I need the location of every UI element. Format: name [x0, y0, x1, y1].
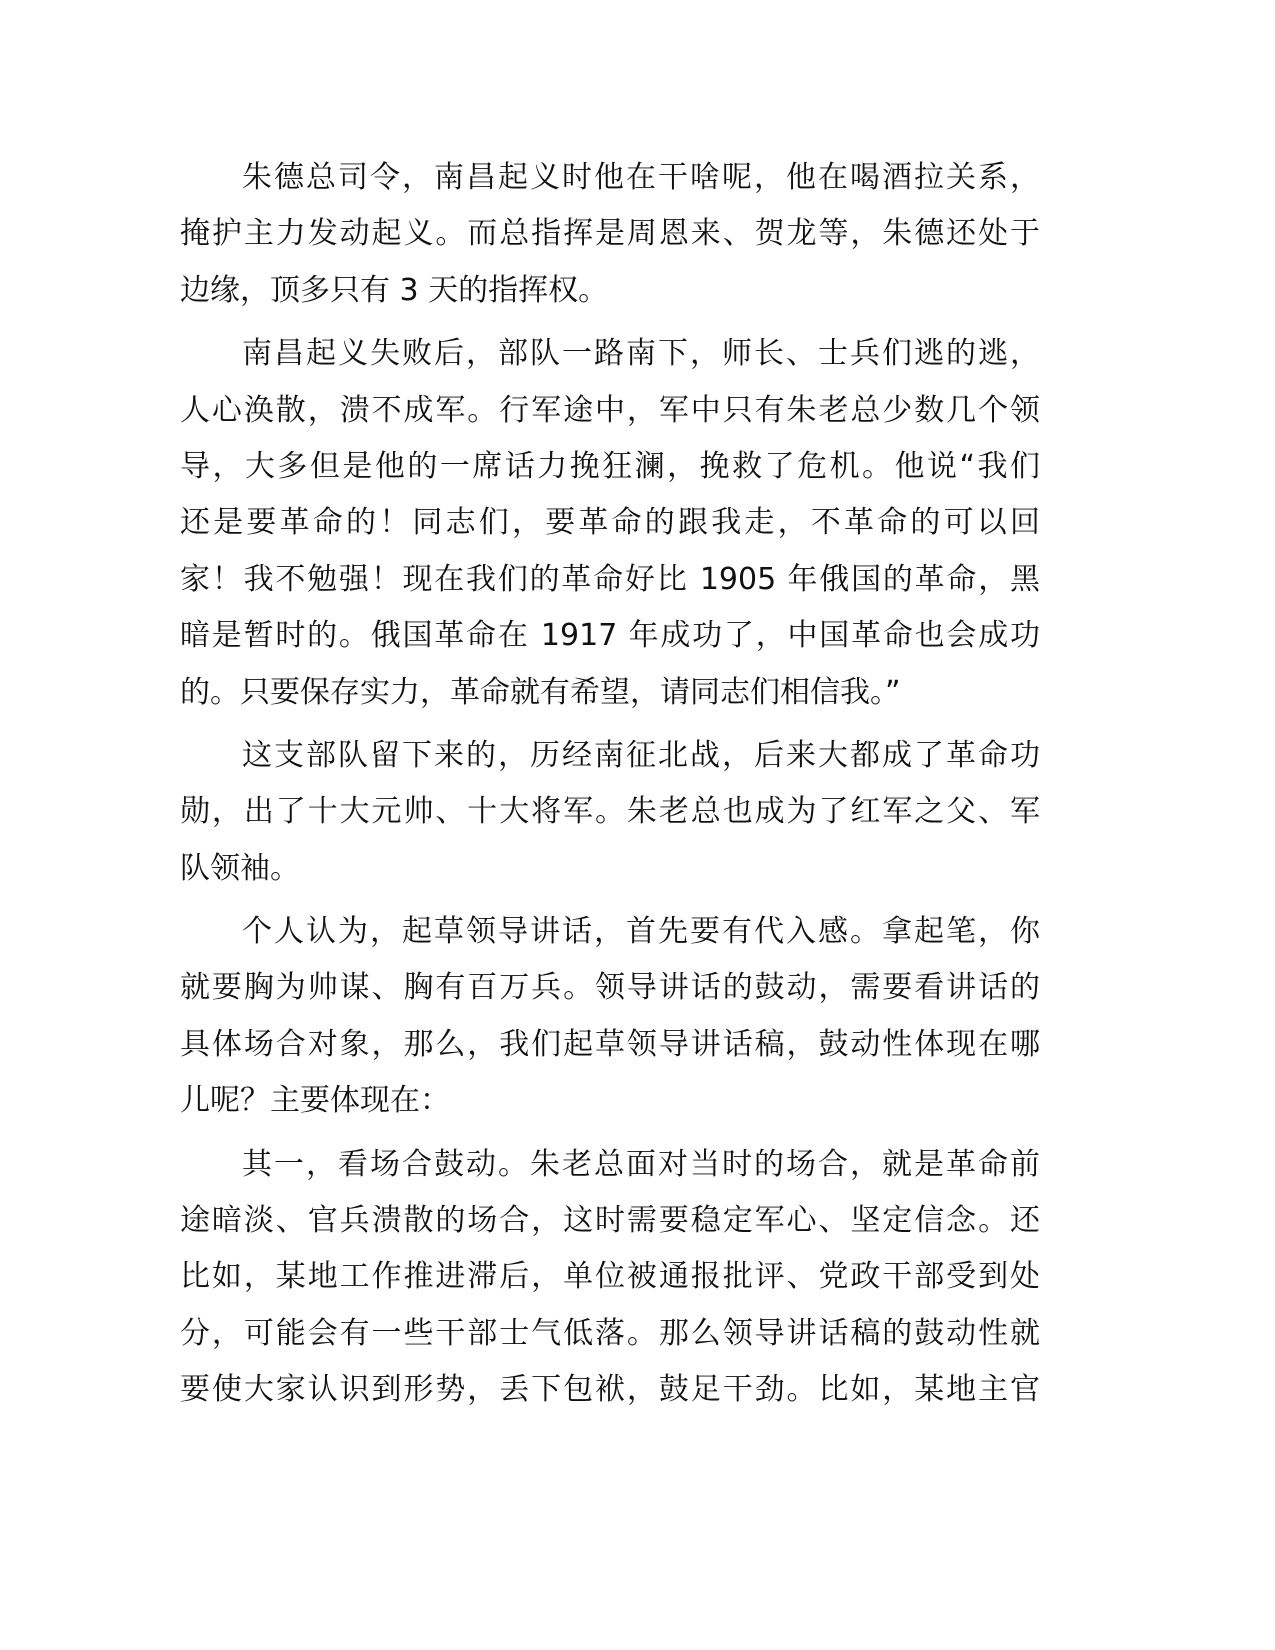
paragraph-3: [180, 728, 1040, 897]
text-line: 途暗淡、官兵溃散的场合，这时需要稳定军心、坚定信念。还: [180, 1203, 1040, 1239]
text-line: 人心涣散，溃不成军。行军途中，军中只有朱老总少数几个领: [180, 392, 1040, 428]
paragraph-2: [180, 326, 1040, 721]
text-line: 其一，看场合鼓动。朱老总面对当时的场合，就是革命前: [242, 1146, 1040, 1182]
paragraph-5: [180, 1137, 1040, 1419]
text-line: 家！我不勉强！现在我们的革命好比 1905 年俄国的革命，黑: [180, 561, 1040, 597]
text-line: 的。只要保存实力，革命就有希望，请同志们相信我。”: [180, 674, 901, 710]
text-line: 南昌起义失败后，部队一路南下，师长、士兵们逃的逃，: [242, 336, 1040, 372]
text-line: 暗是暂时的。俄国革命在 1917 年成功了，中国革命也会成功: [180, 618, 1040, 654]
text-line: 导，大多但是他的一席话力挽狂澜，挽救了危机。他说“我们: [180, 448, 1040, 484]
text-line: 就要胸为帅谋、胸有百万兵。领导讲话的鼓动，需要看讲话的: [180, 970, 1040, 1006]
text-line: 勋，出了十大元帅、十大将军。朱老总也成为了红军之父、军: [180, 794, 1040, 830]
text-line: 要使大家认识到形势，丢下包袱，鼓足干劲。比如，某地主官: [180, 1372, 1040, 1408]
text-line: 儿呢？主要体现在：: [180, 1083, 450, 1119]
text-line: 分，可能会有一些干部士气低落。那么领导讲话稿的鼓动性就: [180, 1315, 1040, 1351]
text-line: 具体场合对象，那么，我们起草领导讲话稿，鼓动性体现在哪: [180, 1026, 1040, 1062]
text-line: 朱德总司令，南昌起义时他在干啥呢，他在喝酒拉关系，: [242, 160, 1040, 195]
text-line: 还是要革命的！同志们，要革命的跟我走，不革命的可以回: [180, 505, 1040, 541]
document-body: [180, 150, 1040, 1426]
text-line: 个人认为，起草领导讲话，首先要有代入感。拿起笔，你: [242, 914, 1040, 950]
paragraph-1: [180, 150, 1040, 319]
text-line: 边缘，顶多只有 3 天的指挥权。: [180, 272, 609, 308]
text-line: 掩护主力发动起义。而总指挥是周恩来、贺龙等，朱德还处于: [180, 216, 1040, 252]
paragraph-4: [180, 904, 1040, 1130]
text-line: 这支部队留下来的，历经南征北战，后来大都成了革命功: [242, 737, 1040, 773]
text-line: 比如，某地工作推进滞后，单位被通报批评、党政干部受到处: [180, 1259, 1040, 1295]
text-line: 队领袖。: [180, 850, 300, 886]
